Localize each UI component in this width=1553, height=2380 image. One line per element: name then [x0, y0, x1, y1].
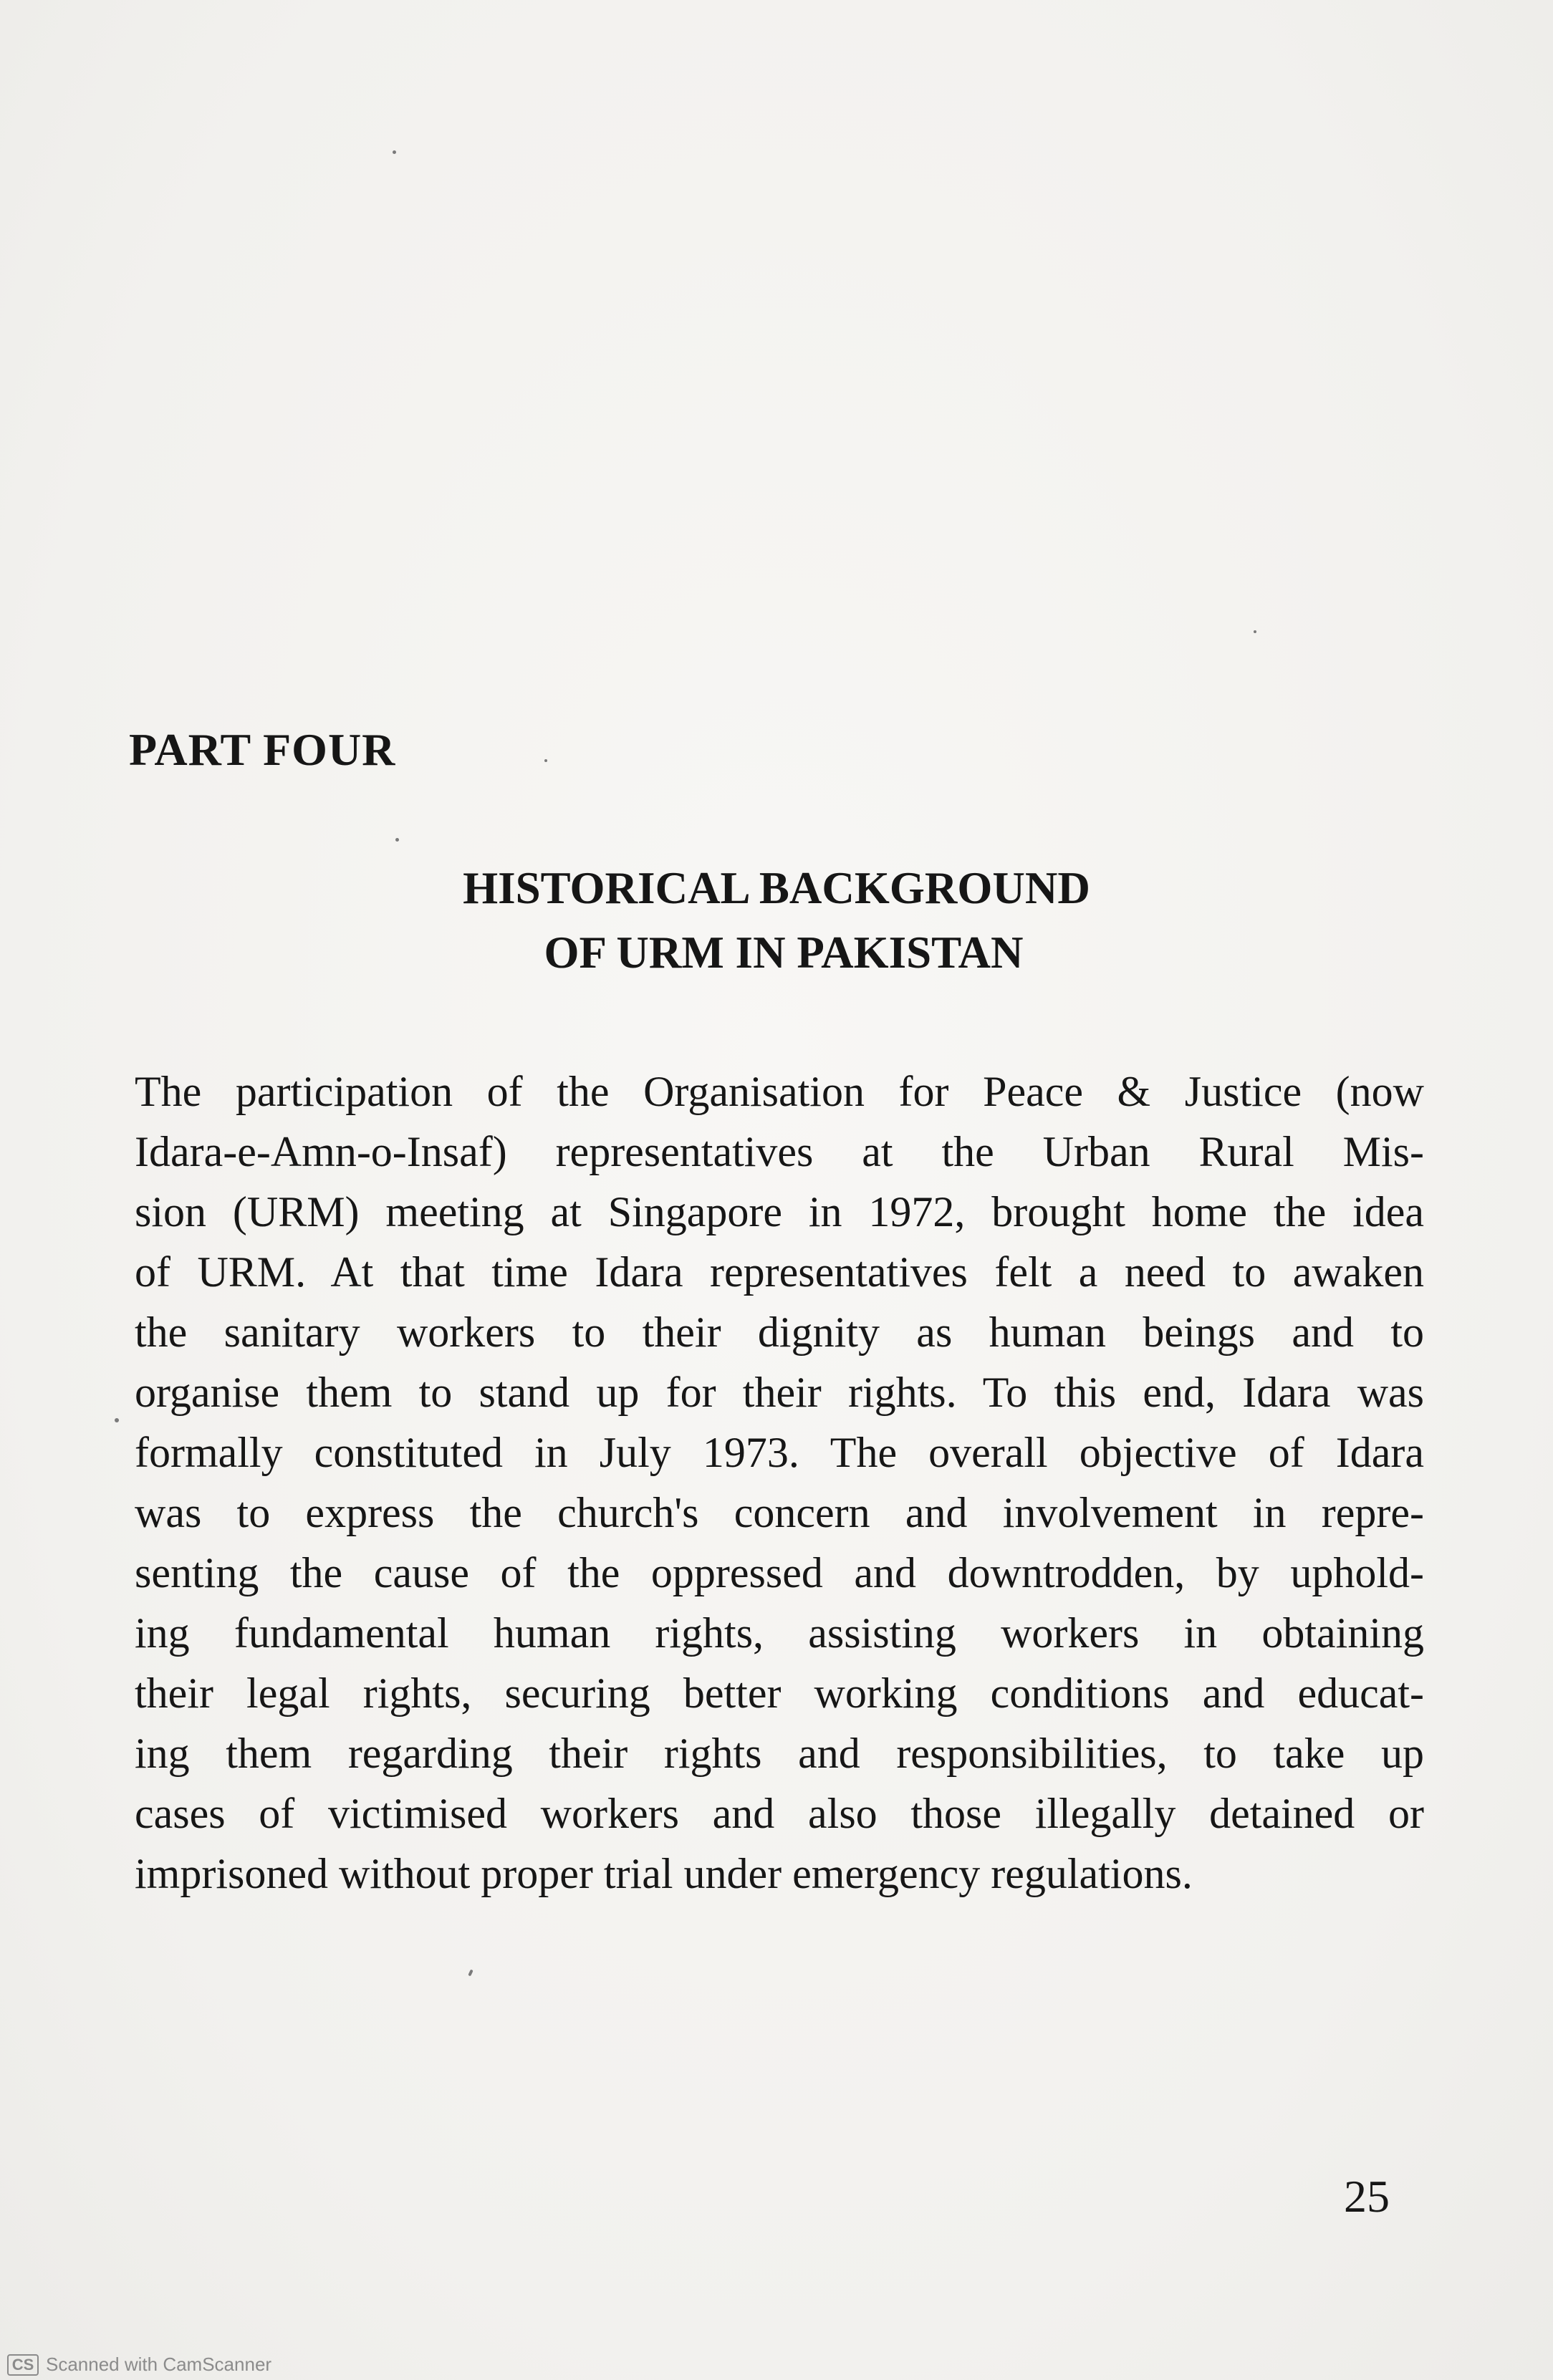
paragraph-line: cases of victimised workers and also those illegally detained or [135, 1790, 1424, 1837]
paragraph-line: the sanitary workers to their dignity as human beings and to [135, 1309, 1424, 1356]
paragraph-line: imprisoned without proper trial under emergency regulations. [135, 1850, 1193, 1897]
paragraph-line: Idara-e-Amn-o-Insaf) representatives at the Urban Rural Mis- [135, 1128, 1424, 1175]
paragraph-line: The participation of the Organisation for Peace & Justice (now [135, 1068, 1424, 1115]
page-number: 25 [1344, 2171, 1390, 2222]
scan-speck [395, 838, 399, 842]
paragraph-line: ing them regarding their rights and responsibilities, to take up [135, 1730, 1424, 1777]
chapter-heading-line-1: HISTORICAL BACKGROUND [463, 863, 1090, 913]
paragraph-line: their legal rights, securing better working conditions and educat- [135, 1670, 1424, 1717]
paragraph-line: formally constituted in July 1973. The overall objective of Idara [135, 1429, 1424, 1476]
paragraph-line: senting the cause of the oppressed and downtrodden, by uphold- [135, 1549, 1424, 1596]
paragraph-line: sion (URM) meeting at Singapore in 1972, brought home the idea [135, 1188, 1424, 1235]
camscanner-watermark [7, 2353, 271, 2376]
scan-speck [115, 1418, 119, 1422]
scan-speck [544, 759, 547, 762]
part-title: PART FOUR [129, 724, 396, 775]
paragraph-line: ing fundamental human rights, assisting workers in obtaining [135, 1609, 1424, 1657]
scan-speck [393, 150, 396, 154]
scan-speck [468, 1970, 473, 1977]
body-paragraph [135, 1061, 1424, 1904]
paragraph-line: was to express the church's concern and involvement in repre- [135, 1489, 1424, 1536]
paragraph-line: organise them to stand up for their rights. To this end, Idara was [135, 1369, 1424, 1416]
camscanner-logo: CS [7, 2354, 39, 2376]
camscanner-label: Scanned with CamScanner [46, 2353, 272, 2375]
chapter-heading-line-2: OF URM IN PAKISTAN [544, 928, 1024, 978]
scan-speck [1254, 630, 1256, 633]
paragraph-line: of URM. At that time Idara representatives felt a need to awaken [135, 1248, 1424, 1296]
chapter-heading [0, 856, 1553, 985]
